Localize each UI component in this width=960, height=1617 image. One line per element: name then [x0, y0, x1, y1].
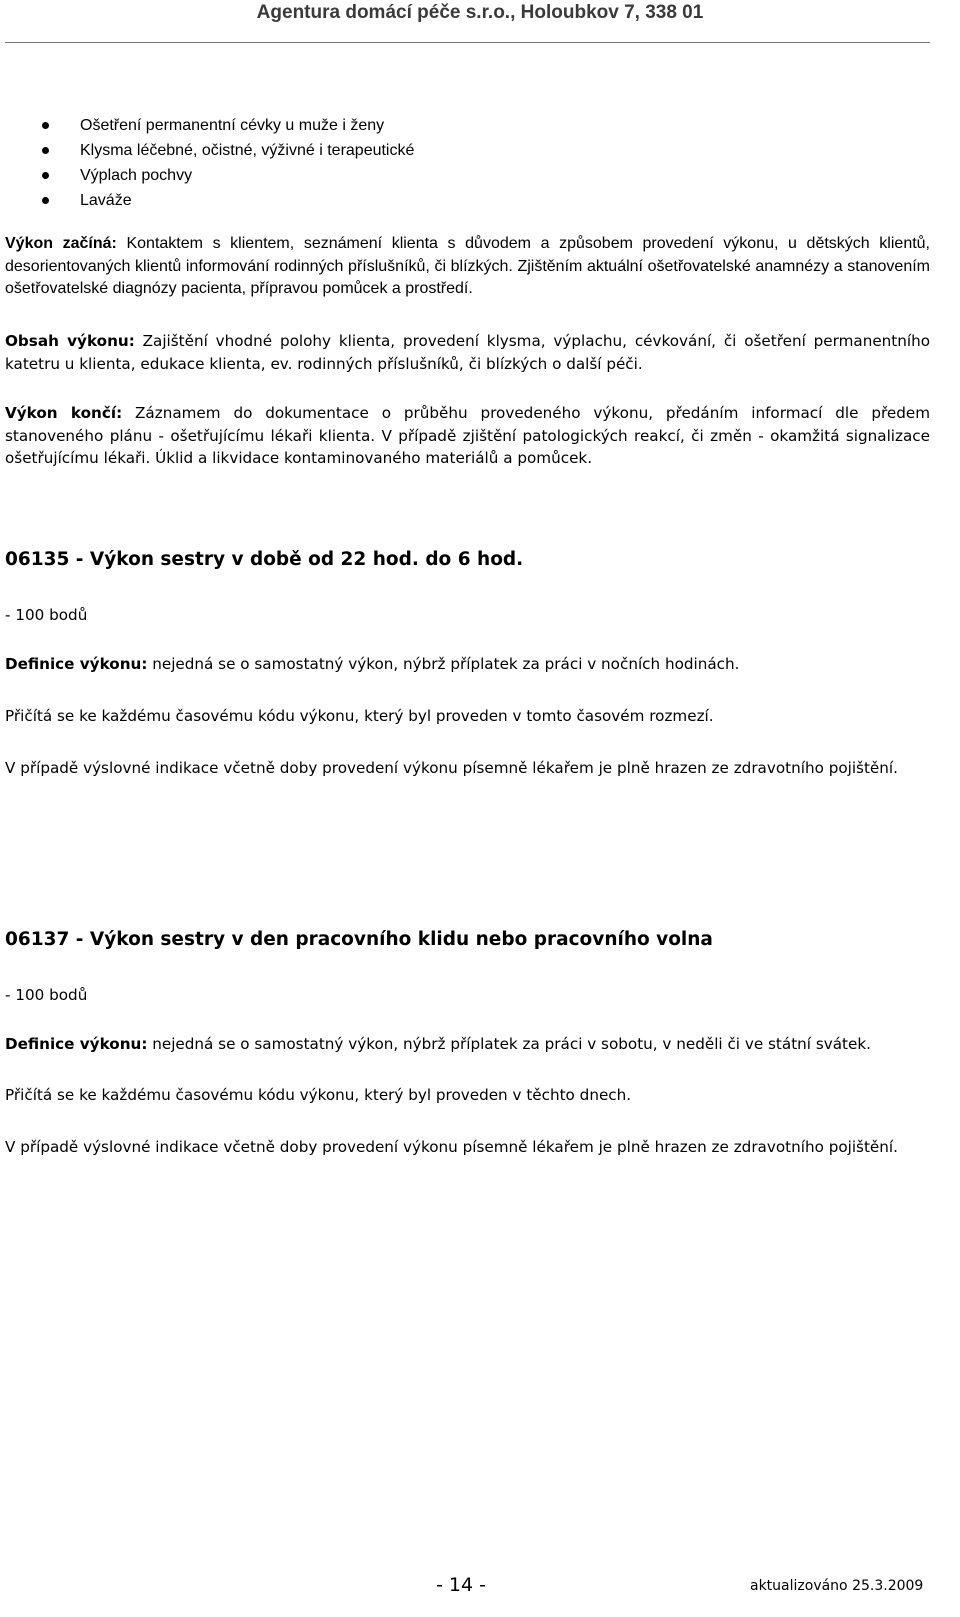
section-title-06137: 06137 - Výkon sestry v den pracovního klidu nebo pracovního volna	[5, 929, 713, 950]
vykon-zacina-label: Výkon začíná:	[5, 235, 117, 252]
page-number: - 14 -	[436, 1574, 486, 1596]
procedure-list	[0, 113, 414, 213]
list-item: Výplach pochvy	[0, 163, 414, 188]
header-divider	[5, 42, 930, 43]
list-item: Laváže	[0, 188, 414, 213]
obsah-vykonu-label: Obsah výkonu:	[5, 332, 135, 350]
vykon-konci-paragraph	[5, 402, 930, 470]
list-item: Ošetření permanentní cévky u muže i ženy	[0, 113, 414, 138]
vykon-konci-label: Výkon končí:	[5, 404, 123, 422]
list-item: Klysma léčebné, očistné, výživné i terapeutické	[0, 138, 414, 163]
section-points: - 100 bodů	[5, 606, 88, 624]
section-points: - 100 bodů	[5, 986, 88, 1004]
pricita-paragraph: Přičítá se ke každému časovému kódu výkonu, který byl proveden v tomto časovém rozmezí.	[5, 707, 714, 725]
page-header: Agentura domácí péče s.r.o., Holoubkov 7, 338 01	[256, 2, 704, 23]
section-title-06135: 06135 - Výkon sestry v době od 22 hod. do 6 hod.	[5, 549, 524, 570]
updated-date: aktualizováno 25.3.2009	[750, 1578, 924, 1594]
definice-label: Definice výkonu:	[5, 655, 148, 673]
obsah-vykonu-text: Zajištění vhodné polohy klienta, provedení klysma, výplachu, cévkování, či ošetření permanentního katetru u klienta, edukace klienta, ev. rodinných příslušníků, či blízkých o další péči.	[5, 332, 931, 373]
definice-paragraph	[5, 1033, 930, 1056]
definice-text: nejedná se o samostatný výkon, nýbrž příplatek za práci v nočních hodinách.	[147, 655, 740, 673]
vykon-zacina-paragraph	[5, 233, 930, 301]
vykon-zacina-text: Kontaktem s klientem, seznámení klienta s důvodem a způsobem provedení výkonu, u dětských klientů, desorientovaných klientů informování rodinných příslušníků, či blízkých. Zjištěním aktuální ošetřovatelské anamnézy a stanovením ošetřovatelské diagnózy pacienta, přípravou pomůcek a prostředí.	[5, 235, 931, 297]
indikace-paragraph: V případě výslovné indikace včetně doby provedení výkonu písemně lékařem je plně hrazen ze zdravotního pojištění.	[5, 1138, 898, 1156]
definice-text: nejedná se o samostatný výkon, nýbrž příplatek za práci v sobotu, v neděli či ve státní svátek.	[147, 1035, 871, 1053]
indikace-paragraph: V případě výslovné indikace včetně doby provedení výkonu písemně lékařem je plně hrazen ze zdravotního pojištění.	[5, 759, 898, 777]
definice-label: Definice výkonu:	[5, 1035, 148, 1053]
definice-paragraph	[5, 653, 930, 676]
obsah-vykonu-paragraph	[5, 330, 930, 375]
pricita-paragraph: Přičítá se ke každému časovému kódu výkonu, který byl proveden v těchto dnech.	[5, 1086, 632, 1104]
vykon-konci-text: Záznamem do dokumentace o průběhu provedeného výkonu, předáním informací dle předem stanoveného plánu - ošetřujícímu lékaři klienta. V případě zjištění patologických reakcí, či změn - okamžitá signalizace ošetřujícímu lékaři. Úklid a likvidace kontaminovaného materiálů a pomůcek.	[5, 404, 930, 467]
